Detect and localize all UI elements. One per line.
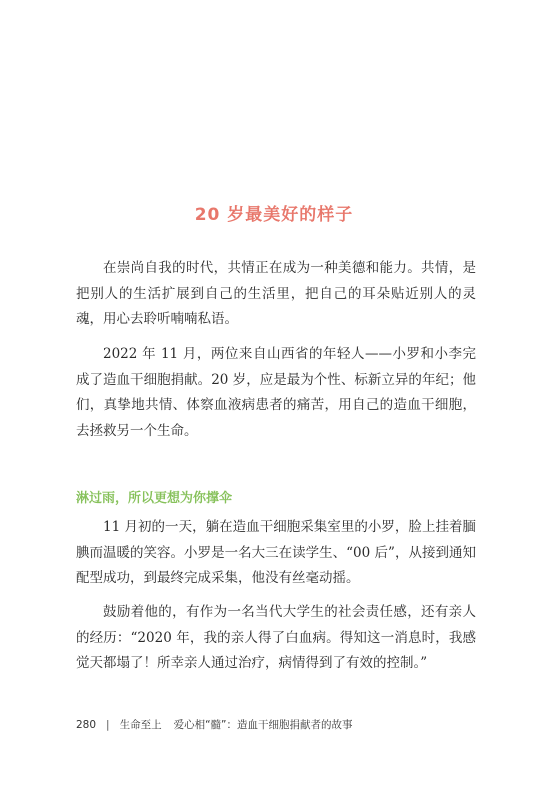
page-number: 280 bbox=[76, 719, 97, 731]
paragraph-donation: 2022 年 11 月，两位来自山西省的年轻人——小罗和小李完成了造血干细胞捐献。20 岁，应是最为个性、标新立异的年纪；他们，真挚地共情、体察血液病患者的痛苦，用自己的造血干细胞，去拯救另一个生命。 bbox=[76, 346, 476, 439]
paragraph-motivation: 鼓励着他的，有作为一名当代大学生的社会责任感，还有亲人的经历：“2020 年，我的亲人得了白血病。得知这一消息时，我感觉天都塌了！所幸亲人通过治疗，病情得到了有效的控制。” bbox=[76, 604, 476, 671]
book-title: 爱心相“髓”：造血干细胞捐献者的故事 bbox=[173, 719, 353, 731]
section-heading: 淋过雨，所以更想为你撑伞 bbox=[76, 491, 233, 506]
paragraph-intro: 在崇尚自我的时代，共情正在成为一种美德和能力。共情，是把别人的生活扩展到自己的生活里，把自己的耳朵贴近别人的灵魂，用心去聆听喃喃私语。 bbox=[76, 260, 476, 327]
chapter-title: 20 岁最美好的样子 bbox=[194, 205, 354, 225]
paragraph-xiaoluo: 11 月初的一天，躺在造血干细胞采集室里的小罗，脸上挂着腼腆而温暖的笑容。小罗是一名大三在读学生、“00 后”，从接到通知配型成功，到最终完成采集，他没有丝毫动摇。 bbox=[76, 519, 476, 586]
page-footer bbox=[76, 717, 352, 732]
part-title: 生命至上 bbox=[119, 719, 162, 731]
footer-separator: | bbox=[106, 719, 110, 731]
